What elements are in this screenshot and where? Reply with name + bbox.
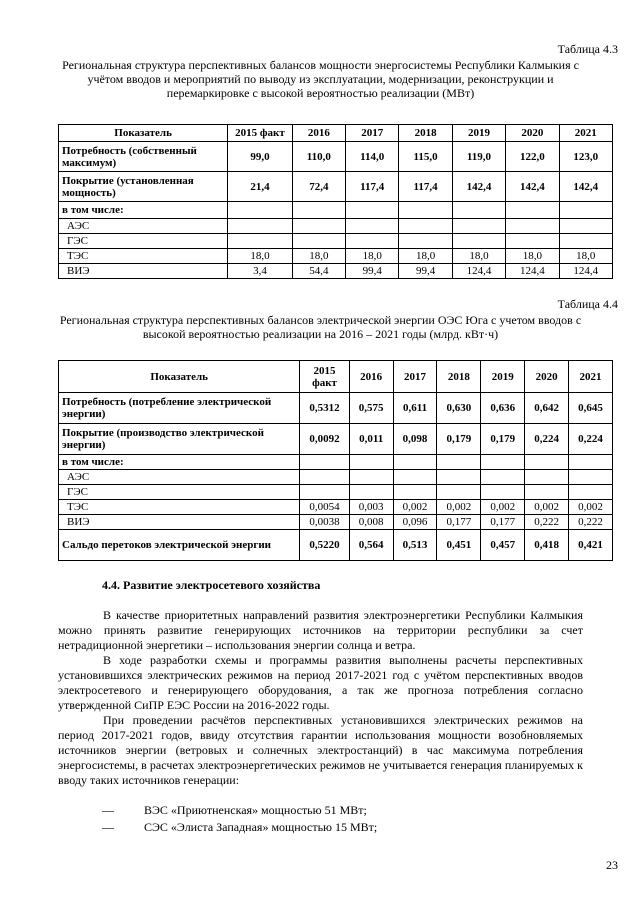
table-cell: 0,0038 <box>300 515 349 530</box>
column-header-indicator: Показатель <box>59 125 228 142</box>
table-cell <box>437 455 481 470</box>
table1-label: Таблица 4.3 <box>557 42 618 56</box>
table-cell: 0,096 <box>393 515 437 530</box>
column-header-year: 2017 <box>393 361 437 393</box>
row-label: АЭС <box>59 470 300 485</box>
column-header-year: 2019 <box>481 361 525 393</box>
table-cell <box>452 219 505 234</box>
table-cell: 0,098 <box>393 424 437 455</box>
table2-caption: Региональная структура перспективных балансов электрической энергии ОЭС Юга с учетом вводов с высокой вероятностью реализации на 2016 – 2021 годы (млрд. кВт·ч) <box>59 313 582 341</box>
table-cell: 0,421 <box>569 530 613 561</box>
list-marker: — <box>102 803 114 817</box>
table-cell: 0,179 <box>437 424 481 455</box>
column-header-year: 2016 <box>292 125 345 142</box>
table-cell: 0,224 <box>569 424 613 455</box>
column-header-year: 2017 <box>346 125 399 142</box>
table-cell <box>569 455 613 470</box>
table-cell <box>228 219 292 234</box>
table-cell: 0,575 <box>349 393 393 424</box>
table-cell: 0,630 <box>437 393 481 424</box>
table-cell: 0,002 <box>481 500 525 515</box>
table-cell: 18,0 <box>346 249 399 264</box>
page-number: 23 <box>606 858 618 872</box>
table-row <box>59 234 613 249</box>
table-cell: 3,4 <box>228 264 292 279</box>
table-cell: 122,0 <box>506 142 559 172</box>
table-cell: 18,0 <box>399 249 452 264</box>
column-header-year: 2020 <box>525 361 569 393</box>
table-row <box>59 393 613 424</box>
table-cell <box>437 470 481 485</box>
paragraph: При проведении расчётов перспективных установившихся электрических режимов на период 2017-2021 годов, ввиду отсутствия гарантии использования мощности возобновляемых источников энергии (ветровых и солнечных электростанций) в час максимума потребления энергосистемы, в расчетах электроэнергетических режимов не учитывается генерация планируемых к вводу таких источников генерации: <box>58 713 583 787</box>
table-cell <box>228 202 292 219</box>
section-body <box>58 608 583 788</box>
table-cell <box>437 485 481 500</box>
table-cell: 0,645 <box>569 393 613 424</box>
paragraph: В ходе разработки схемы и программы развития выполнены расчеты перспективных установившихся электрических режимов на период 2017-2021 год с учётом перспективных вводов электросетевого и генерирующего оборудования, а так же прогноза потребления согласно утвержденной СиПР ЕЭС России на 2016-2022 годы. <box>58 653 583 712</box>
row-label: ГЭС <box>59 485 300 500</box>
table-cell: 0,222 <box>569 515 613 530</box>
table-cell <box>346 234 399 249</box>
table-cell: 142,4 <box>559 172 612 202</box>
table-cell <box>559 202 612 219</box>
table-cell: 123,0 <box>559 142 612 172</box>
table-cell: 0,457 <box>481 530 525 561</box>
table-cell: 110,0 <box>292 142 345 172</box>
table-cell <box>292 219 345 234</box>
list-item <box>102 820 377 835</box>
table-cell <box>569 485 613 500</box>
table-cell: 115,0 <box>399 142 452 172</box>
table-cell: 18,0 <box>452 249 505 264</box>
column-header-year: 2021 <box>569 361 613 393</box>
table-cell: 0,177 <box>437 515 481 530</box>
row-label: ВИЭ <box>59 264 228 279</box>
table-cell <box>399 202 452 219</box>
table-cell: 0,513 <box>393 530 437 561</box>
column-header-year: 2020 <box>506 125 559 142</box>
table1-caption: Региональная структура перспективных балансов мощности энергосистемы Республики Калмыкия с учётом вводов и мероприятий по выводу из эксплуатации, модернизации, реконструкции и перемаркировке с высокой вероятностью реализации (МВт) <box>62 58 579 100</box>
section-title: 4.4. Развитие электросетевого хозяйства <box>102 578 321 592</box>
table-cell: 99,4 <box>346 264 399 279</box>
table-cell: 142,4 <box>506 172 559 202</box>
column-header-year: 2018 <box>399 125 452 142</box>
table-cell <box>393 485 437 500</box>
table-cell: 0,002 <box>437 500 481 515</box>
table-cell <box>452 234 505 249</box>
power-balance-table <box>58 124 613 279</box>
table-cell: 114,0 <box>346 142 399 172</box>
table-cell <box>481 470 525 485</box>
table-cell: 0,011 <box>349 424 393 455</box>
table-cell: 0,003 <box>349 500 393 515</box>
table-cell <box>349 470 393 485</box>
table-cell <box>292 234 345 249</box>
row-label: Потребность (собственный максимум) <box>59 142 228 172</box>
table-cell: 0,5312 <box>300 393 349 424</box>
table-cell <box>393 455 437 470</box>
table-cell: 0,177 <box>481 515 525 530</box>
table-cell <box>525 455 569 470</box>
table-cell: 0,451 <box>437 530 481 561</box>
table-cell: 124,4 <box>506 264 559 279</box>
column-header-year: 2015 факт <box>300 361 349 393</box>
table-cell: 18,0 <box>559 249 612 264</box>
row-label: Сальдо перетоков электрической энергии <box>59 530 300 561</box>
column-header-indicator: Показатель <box>59 361 300 393</box>
table-row <box>59 219 613 234</box>
table-cell: 124,4 <box>452 264 505 279</box>
row-label: в том числе: <box>59 455 300 470</box>
table-cell: 0,222 <box>525 515 569 530</box>
table-cell: 99,4 <box>399 264 452 279</box>
table-cell <box>399 234 452 249</box>
table-cell: 21,4 <box>228 172 292 202</box>
column-header-year: 2016 <box>349 361 393 393</box>
table-cell: 18,0 <box>228 249 292 264</box>
table-cell <box>506 219 559 234</box>
row-label: АЭС <box>59 219 228 234</box>
table2-label: Таблица 4.4 <box>557 297 618 311</box>
table-cell: 0,5220 <box>300 530 349 561</box>
table-row <box>59 424 613 455</box>
table-cell <box>525 485 569 500</box>
column-header-year: 2015 факт <box>228 125 292 142</box>
table-cell: 0,642 <box>525 393 569 424</box>
table-cell <box>481 485 525 500</box>
table-header-row <box>59 361 613 393</box>
table-cell <box>399 219 452 234</box>
table-cell <box>300 470 349 485</box>
table-cell: 0,002 <box>393 500 437 515</box>
column-header-year: 2018 <box>437 361 481 393</box>
table-cell <box>346 219 399 234</box>
list-item-text: ВЭС «Приютненская» мощностью 51 МВт; <box>144 803 367 817</box>
table-cell <box>506 202 559 219</box>
table-row <box>59 455 613 470</box>
table-cell: 18,0 <box>506 249 559 264</box>
table-cell: 0,224 <box>525 424 569 455</box>
table-cell <box>346 202 399 219</box>
row-label: Потребность (потребление электрической энергии) <box>59 393 300 424</box>
table-cell <box>452 202 505 219</box>
table-cell: 0,179 <box>481 424 525 455</box>
table-cell: 54,4 <box>292 264 345 279</box>
table-cell: 0,0054 <box>300 500 349 515</box>
table-row <box>59 470 613 485</box>
table-cell <box>349 455 393 470</box>
table-cell: 72,4 <box>292 172 345 202</box>
table-cell: 0,0092 <box>300 424 349 455</box>
table-row <box>59 515 613 530</box>
table-cell <box>228 234 292 249</box>
table-cell <box>349 485 393 500</box>
energy-balance-table <box>58 360 613 561</box>
table-cell: 124,4 <box>559 264 612 279</box>
paragraph: В качестве приоритетных направлений развития электроэнергетики Республики Калмыкия можно принять развитие генерирующих источников на территории республики за счет нетрадиционной энергетики – использования энергии солнца и ветра. <box>58 608 583 652</box>
table-cell: 0,002 <box>525 500 569 515</box>
row-label: Покрытие (установленная мощность) <box>59 172 228 202</box>
table-row <box>59 530 613 561</box>
table-cell: 99,0 <box>228 142 292 172</box>
row-label: в том числе: <box>59 202 228 219</box>
row-label: ТЭС <box>59 249 228 264</box>
table-cell: 0,636 <box>481 393 525 424</box>
table-cell: 117,4 <box>399 172 452 202</box>
list-item <box>102 803 367 818</box>
table-cell <box>300 485 349 500</box>
row-label: Покрытие (производство электрической энергии) <box>59 424 300 455</box>
table-row <box>59 172 613 202</box>
table-row <box>59 142 613 172</box>
row-label: ВИЭ <box>59 515 300 530</box>
table-cell: 142,4 <box>452 172 505 202</box>
table-cell: 0,564 <box>349 530 393 561</box>
table-cell <box>569 470 613 485</box>
table-cell: 119,0 <box>452 142 505 172</box>
table-row <box>59 485 613 500</box>
table-cell <box>300 455 349 470</box>
table-cell <box>525 470 569 485</box>
table-cell <box>559 234 612 249</box>
list-marker: — <box>102 820 114 834</box>
table-row <box>59 249 613 264</box>
table-row <box>59 202 613 219</box>
list-item-text: СЭС «Элиста Западная» мощностью 15 МВт; <box>144 820 378 834</box>
column-header-year: 2021 <box>559 125 612 142</box>
table-header-row <box>59 125 613 142</box>
table-cell: 18,0 <box>292 249 345 264</box>
table-cell <box>481 455 525 470</box>
table-cell <box>506 234 559 249</box>
table-cell <box>292 202 345 219</box>
table-cell: 0,418 <box>525 530 569 561</box>
table-cell: 0,611 <box>393 393 437 424</box>
table-row <box>59 500 613 515</box>
table-cell: 117,4 <box>346 172 399 202</box>
row-label: ТЭС <box>59 500 300 515</box>
column-header-year: 2019 <box>452 125 505 142</box>
table-row <box>59 264 613 279</box>
row-label: ГЭС <box>59 234 228 249</box>
table-cell: 0,008 <box>349 515 393 530</box>
table-cell <box>393 470 437 485</box>
table-cell: 0,002 <box>569 500 613 515</box>
table-cell <box>559 219 612 234</box>
